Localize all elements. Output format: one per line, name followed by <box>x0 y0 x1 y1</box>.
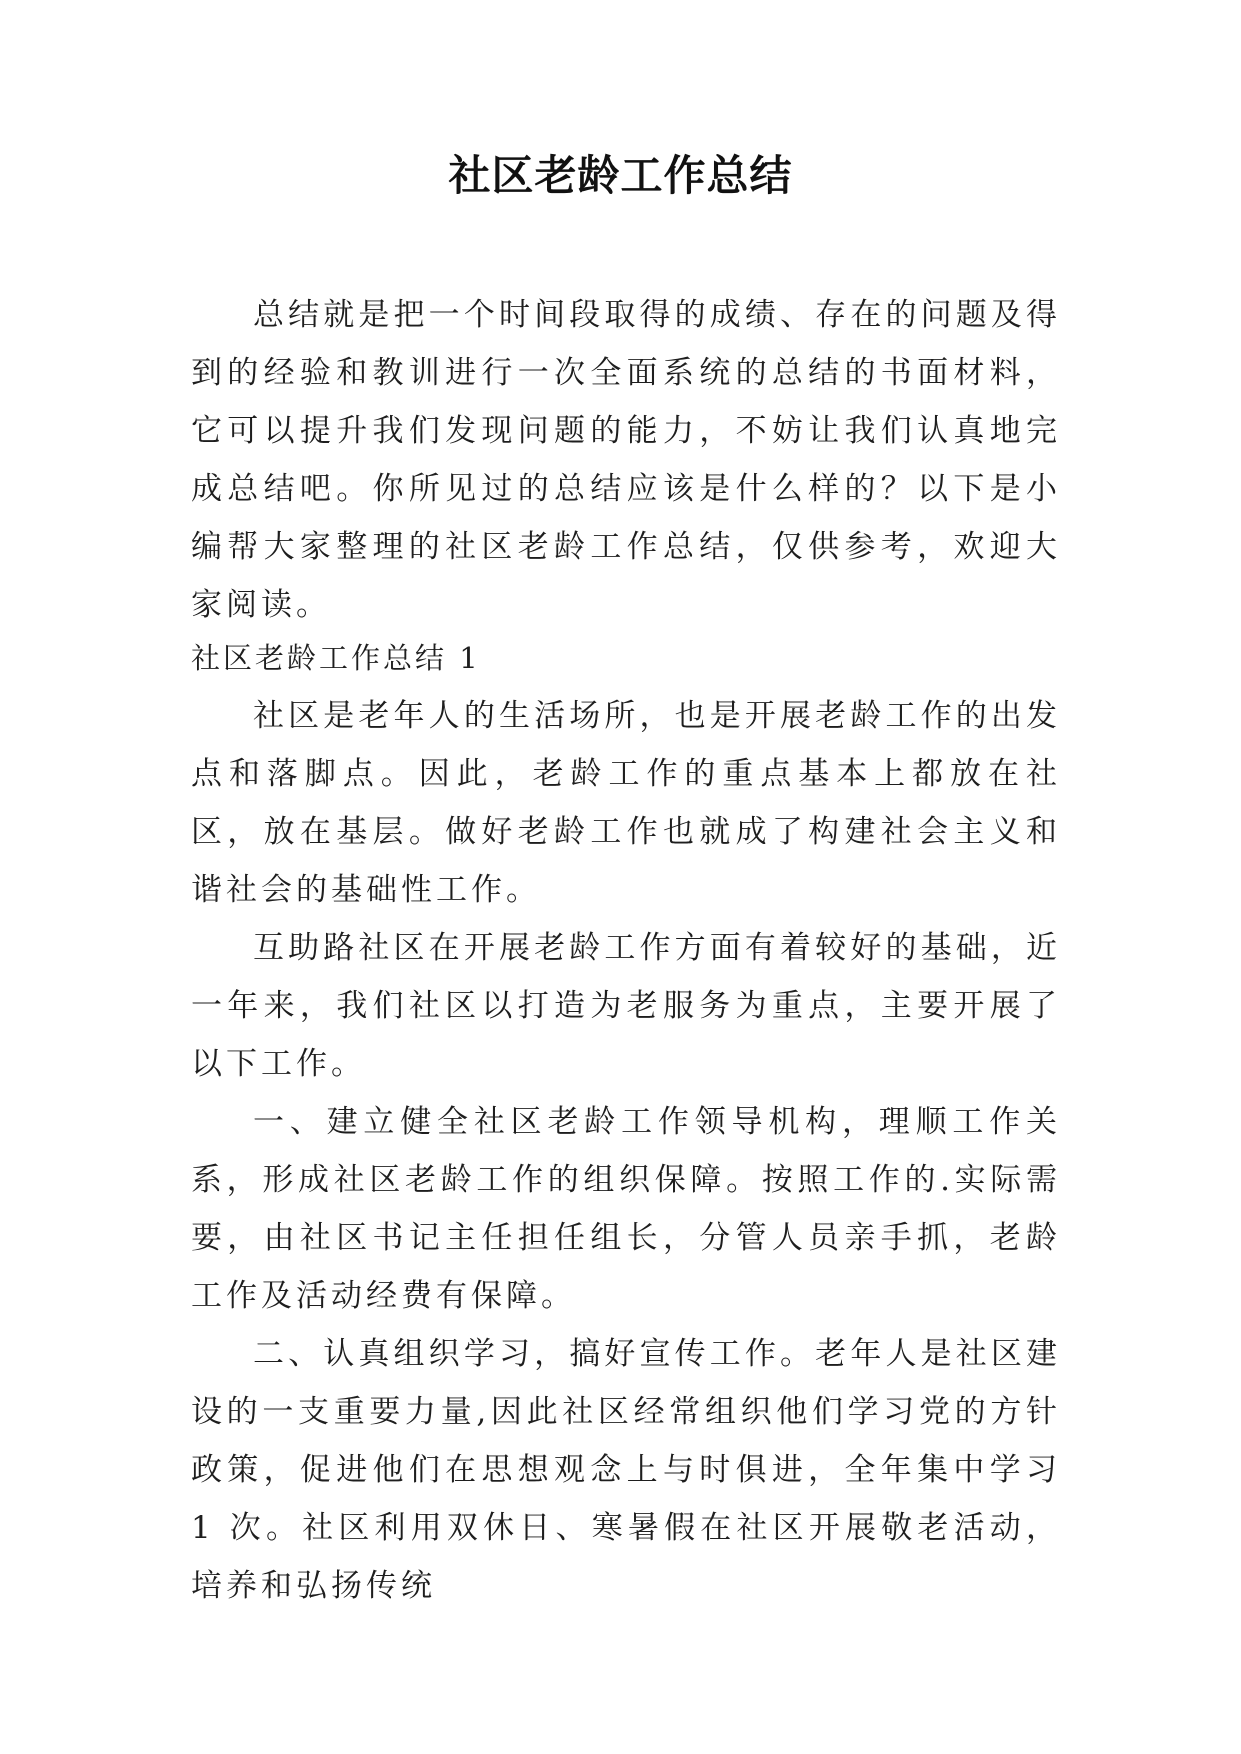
body-paragraph: 互助路社区在开展老龄工作方面有着较好的基础，近一年来，我们社区以打造为老服务为重点，主要开展了以下工作。 <box>191 930 1061 1082</box>
intro-paragraph: 总结就是把一个时间段取得的成绩、存在的问题及得到的经验和教训进行一次全面系统的总结的书面材料，它可以提升我们发现问题的能力，不妨让我们认真地完成总结吧。你所见过的总结应该是什么样的？以下是小编帮大家整理的社区老龄工作总结，仅供参考，欢迎大家阅读。 <box>191 297 1061 623</box>
body-paragraph: 二、认真组织学习，搞好宣传工作。老年人是社区建设的一支重要力量,因此社区经常组织他们学习党的方针政策，促进他们在思想观念上与时俱进，全年集中学习 1 次。社区利用双休日、寒暑假在社区开展敬老活动，培养和弘扬传统 <box>191 1336 1061 1604</box>
intro-block <box>191 286 1061 634</box>
document-title: 社区老龄工作总结 <box>448 151 793 200</box>
body-paragraph: 社区是老年人的生活场所，也是开展老龄工作的出发点和落脚点。因此，老龄工作的重点基本上都放在社区，放在基层。做好老龄工作也就成了构建社会主义和谐社会的基础性工作。 <box>191 698 1061 908</box>
section-block <box>191 629 1061 1615</box>
body-paragraph: 一、建立健全社区老龄工作领导机构，理顺工作关系，形成社区老龄工作的组织保障。按照工作的.实际需要，由社区书记主任担任组长，分管人员亲手抓，老龄工作及活动经费有保障。 <box>191 1104 1061 1314</box>
section-heading: 社区老龄工作总结 1 <box>191 641 481 675</box>
